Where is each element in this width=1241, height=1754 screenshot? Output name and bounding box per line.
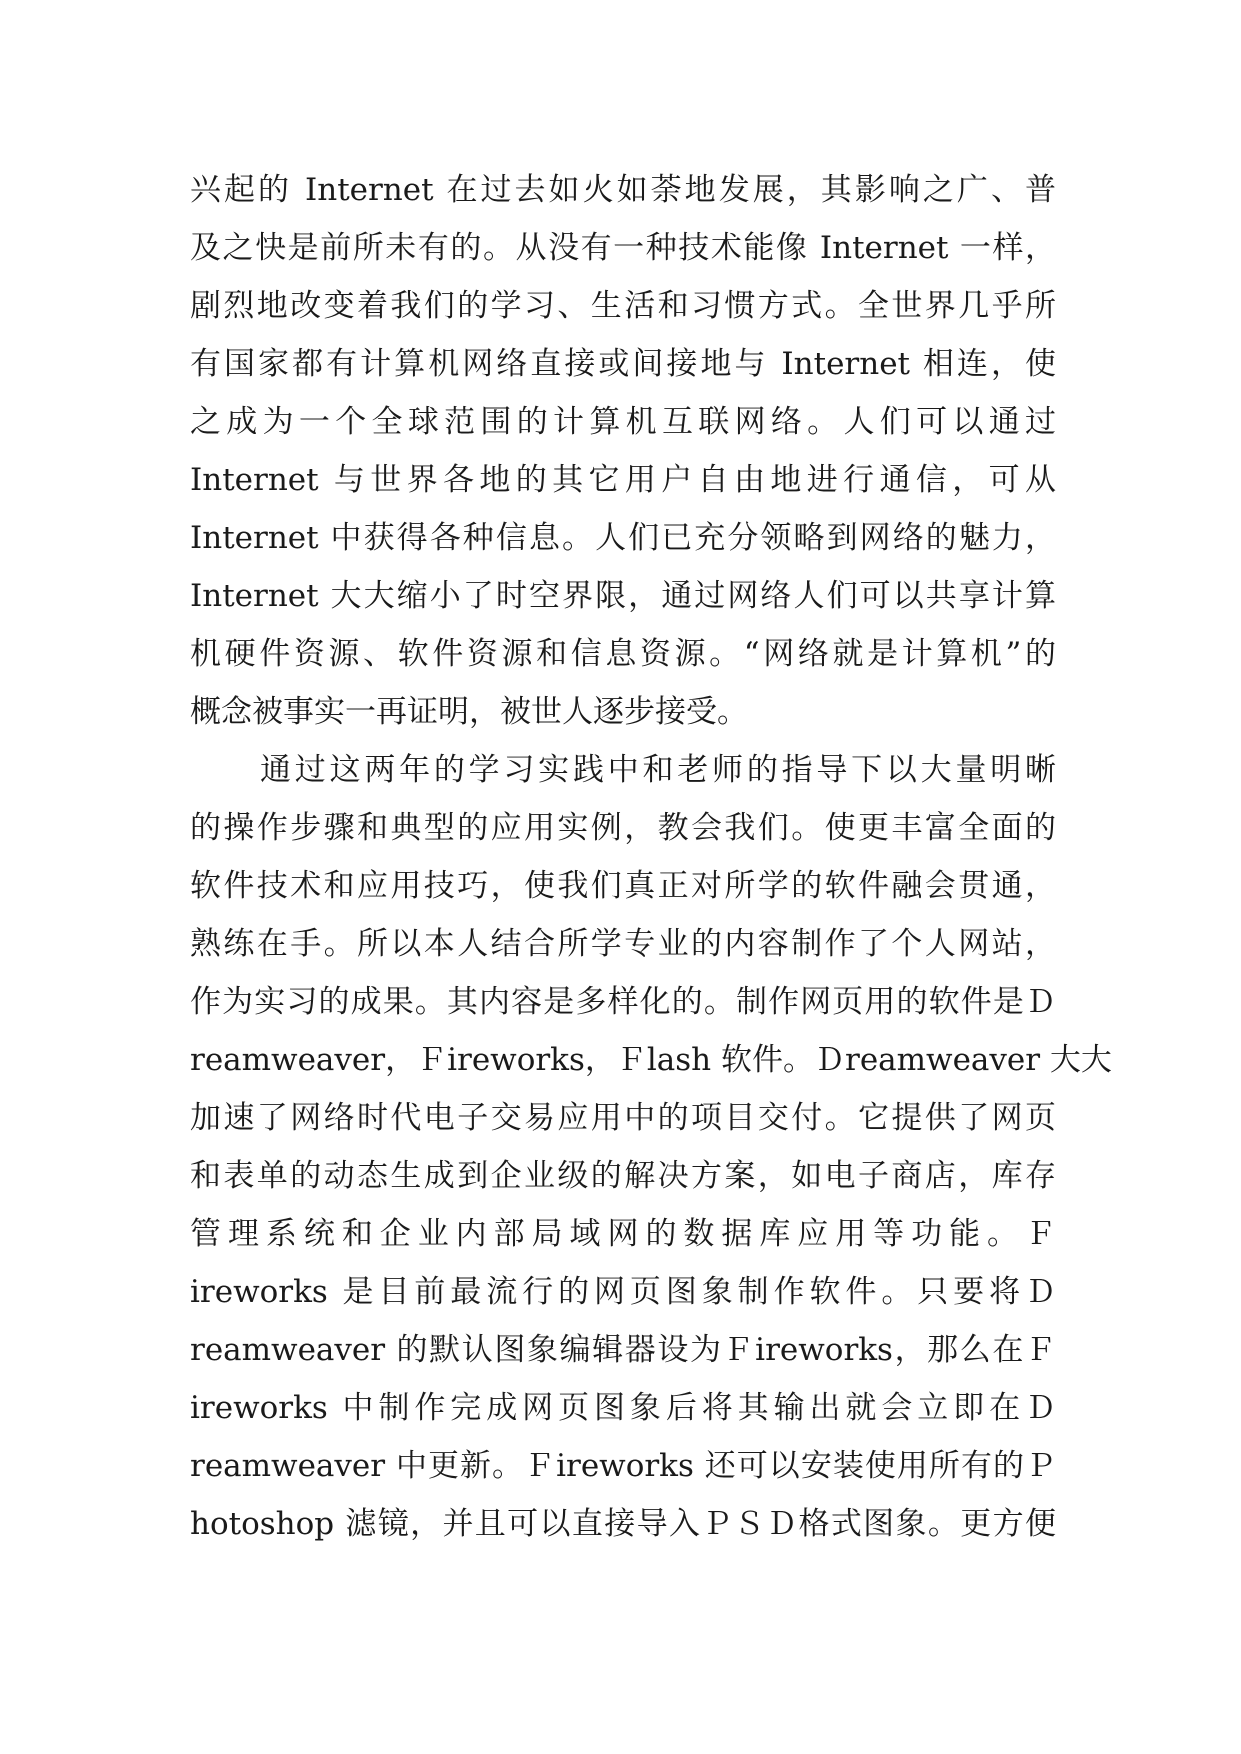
text-line: 熟练在手。所以本人结合所学专业的内容制作了个人网站， [190,926,1056,962]
text-line: reamweaver 中更新。Ｆireworks 还可以安装使用所有的Ｐ [190,1448,1056,1484]
text-line: Internet 与世界各地的其它用户自由地进行通信，可从 [190,462,1056,498]
text-line: 及之快是前所未有的。从没有一种技术能像 Internet 一样， [190,230,1056,266]
text-line: hotoshop 滤镜，并且可以直接导入ＰＳＤ格式图象。更方便 [190,1506,1056,1542]
text-line: reamweaver 的默认图象编辑器设为Ｆireworks，那么在Ｆ [190,1332,1056,1368]
paragraph-practice [190,741,1112,1553]
text-line: Internet 大大缩小了时空界限，通过网络人们可以共享计算 [190,578,1056,614]
body-text [190,161,1112,1553]
text-line: 加速了网络时代电子交易应用中的项目交付。它提供了网页 [190,1100,1056,1136]
text-line: 通过这两年的学习实践中和老师的指导下以大量明晰 [260,752,1056,788]
text-line: 剧烈地改变着我们的学习、生活和习惯方式。全世界几乎所 [190,288,1056,324]
text-line: 概念被事实一再证明，被世人逐步接受。 [190,694,748,730]
text-line: 兴起的 Internet 在过去如火如荼地发展，其影响之广、普 [190,172,1056,208]
text-line: Internet 中获得各种信息。人们已充分领略到网络的魅力， [190,520,1056,556]
paragraph-internet [190,161,1056,741]
text-line: 之成为一个全球范围的计算机互联网络。人们可以通过 [190,404,1056,440]
text-line: ireworks 中制作完成网页图象后将其输出就会立即在Ｄ [190,1390,1056,1426]
text-line: 的操作步骤和典型的应用实例，教会我们。使更丰富全面的 [190,810,1056,846]
text-line: 作为实习的成果。其内容是多样化的。制作网页用的软件是Ｄ [190,984,1056,1020]
text-line: ireworks 是目前最流行的网页图象制作软件。只要将Ｄ [190,1274,1056,1310]
text-line: 软件技术和应用技巧，使我们真正对所学的软件融会贯通， [190,868,1056,904]
text-line: 有国家都有计算机网络直接或间接地与 Internet 相连，使 [190,346,1056,382]
text-line: 管理系统和企业内部局域网的数据库应用等功能。Ｆ [190,1216,1056,1252]
text-line: reamweaver，Ｆireworks，Ｆlash 软件。Ｄreamweaver 大大 [190,1042,1112,1078]
text-line: 机硬件资源、软件资源和信息资源。“网络就是计算机”的 [190,636,1056,672]
text-line: 和表单的动态生成到企业级的解决方案，如电子商店，库存 [190,1158,1056,1194]
